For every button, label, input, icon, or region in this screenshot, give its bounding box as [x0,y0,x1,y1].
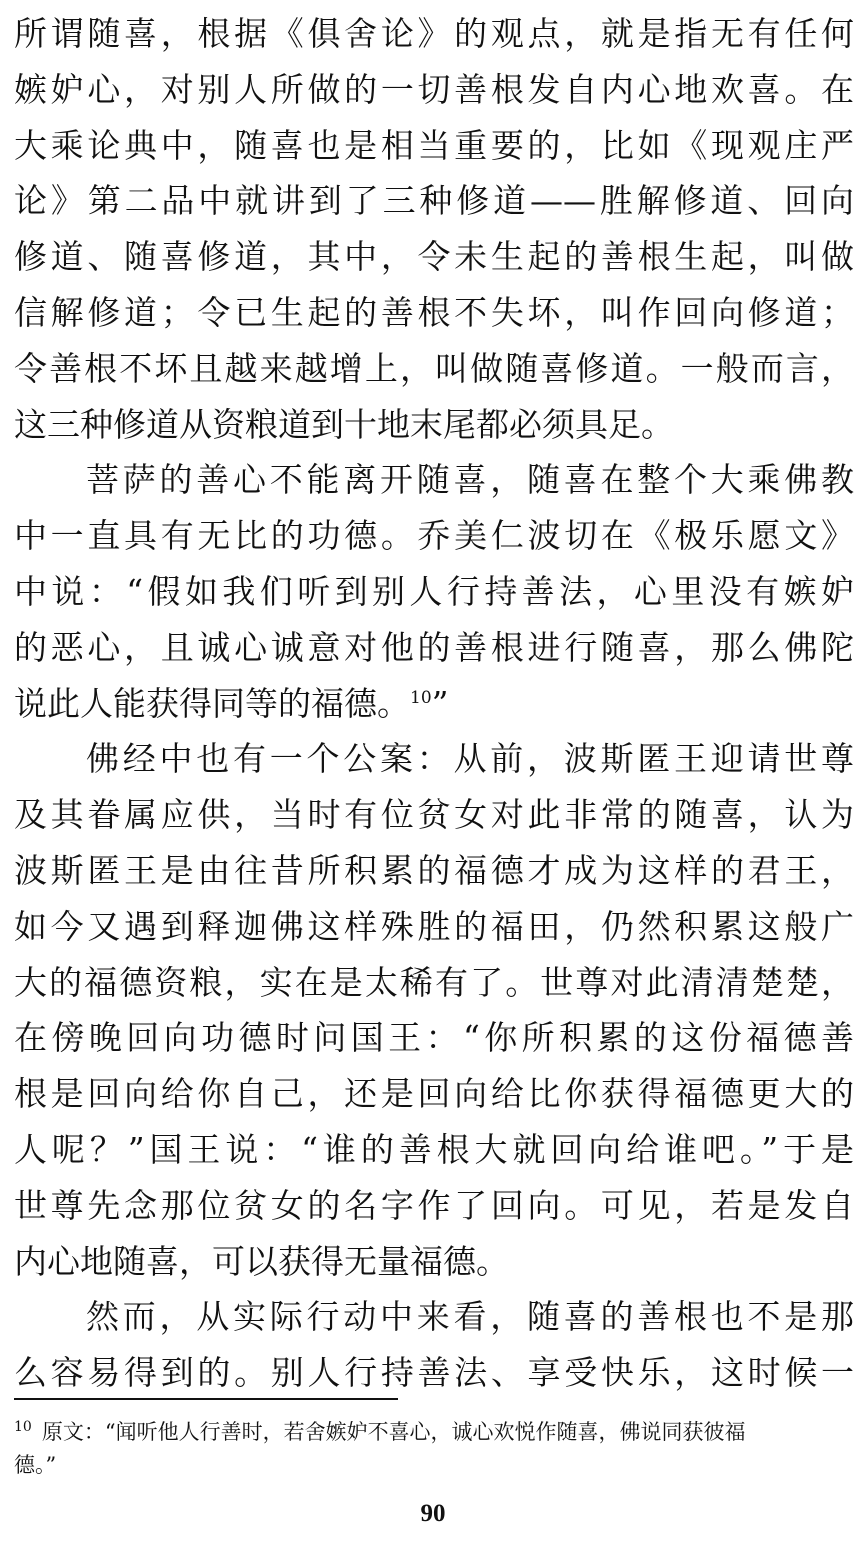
text-line: 内心地随喜，可以获得无量福德。 [14,1241,509,1281]
text-line: 中一直具有无比的功德。乔美仁波切在《极乐愿文》 [14,516,854,556]
footnote [14,1416,850,1482]
page-number: 90 [420,1500,446,1527]
text-line: 大的福德资粮，实在是太稀有了。世尊对此清清楚楚， [14,962,854,1002]
text-line: 在傍晚回向功德时问国王：“你所积累的这份福德善 [14,1018,854,1058]
text-line: 如今又遇到释迦佛这样殊胜的福田，仍然积累这般广 [14,906,854,946]
text-line: 信解修道；令已生起的善根不失坏，叫作回向修道； [14,292,854,332]
closing-quote: ” [431,683,449,723]
text-line: 然而，从实际行动中来看，随喜的善根也不是那 [86,1297,854,1337]
text-line: 的恶心，且诚心诚意对他的善根进行随喜，那么佛陀 [14,627,854,667]
text-line: 大乘论典中，随喜也是相当重要的，比如《现观庄严 [14,125,854,165]
paragraph-1 [14,6,854,452]
footnote-line: 德。” [14,1453,57,1477]
text-line: 论》第二品中就讲到了三种修道——胜解修道、回向 [14,181,854,221]
text-line: 嫉妒心，对别人所做的一切善根发自内心地欢喜。在 [14,69,854,109]
text-line: 世尊先念那位贫女的名字作了回向。可见，若是发自 [14,1185,854,1225]
paragraph-4 [14,1289,854,1401]
footnote-divider [14,1398,398,1400]
footnote-line [14,1416,850,1449]
text-line: 及其眷属应供，当时有位贫女对此非常的随喜，认为 [14,795,854,835]
text-line: 这三种修道从资粮道到十地末尾都必须具足。 [14,404,674,444]
footnote-text: 原文：“闻听他人行善时，若舍嫉妒不喜心，诚心欢悦作随喜，佛说同获彼福 [41,1420,746,1444]
text-line: 中说：“假如我们听到别人行持善法，心里没有嫉妒 [14,571,854,611]
text-line: 根是回向给你自己，还是回向给比你获得福德更大的 [14,1074,854,1114]
text-line: 令善根不坏且越来越增上，叫做随喜修道。一般而言， [14,348,854,388]
text-line: 佛经中也有一个公案：从前，波斯匿王迎请世尊 [86,739,854,779]
text-line-content: 说此人能获得同等的福德。 [14,683,410,723]
text-line: 所谓随喜，根据《俱舍论》的观点，就是指无有任何 [14,14,854,53]
text-line: 菩萨的善心不能离开随喜，随喜在整个大乘佛教 [86,460,854,500]
text-line: 修道、随喜修道，其中，令未生起的善根生起，叫做 [14,237,854,277]
text-line [14,676,854,732]
text-line: 么容易得到的。别人行持善法、享受快乐，这时候一 [14,1353,854,1393]
text-line: 波斯匿王是由往昔所积累的福德才成为这样的君王， [14,850,854,890]
paragraph-2 [14,452,854,731]
paragraph-3 [14,731,854,1289]
footnote-reference[interactable]: 10 [410,687,432,708]
body-text [14,6,854,1401]
text-line: 人呢？”国王说：“谁的善根大就回向给谁吧。”于是 [14,1129,854,1169]
footnote-number: 10 [14,1419,32,1435]
